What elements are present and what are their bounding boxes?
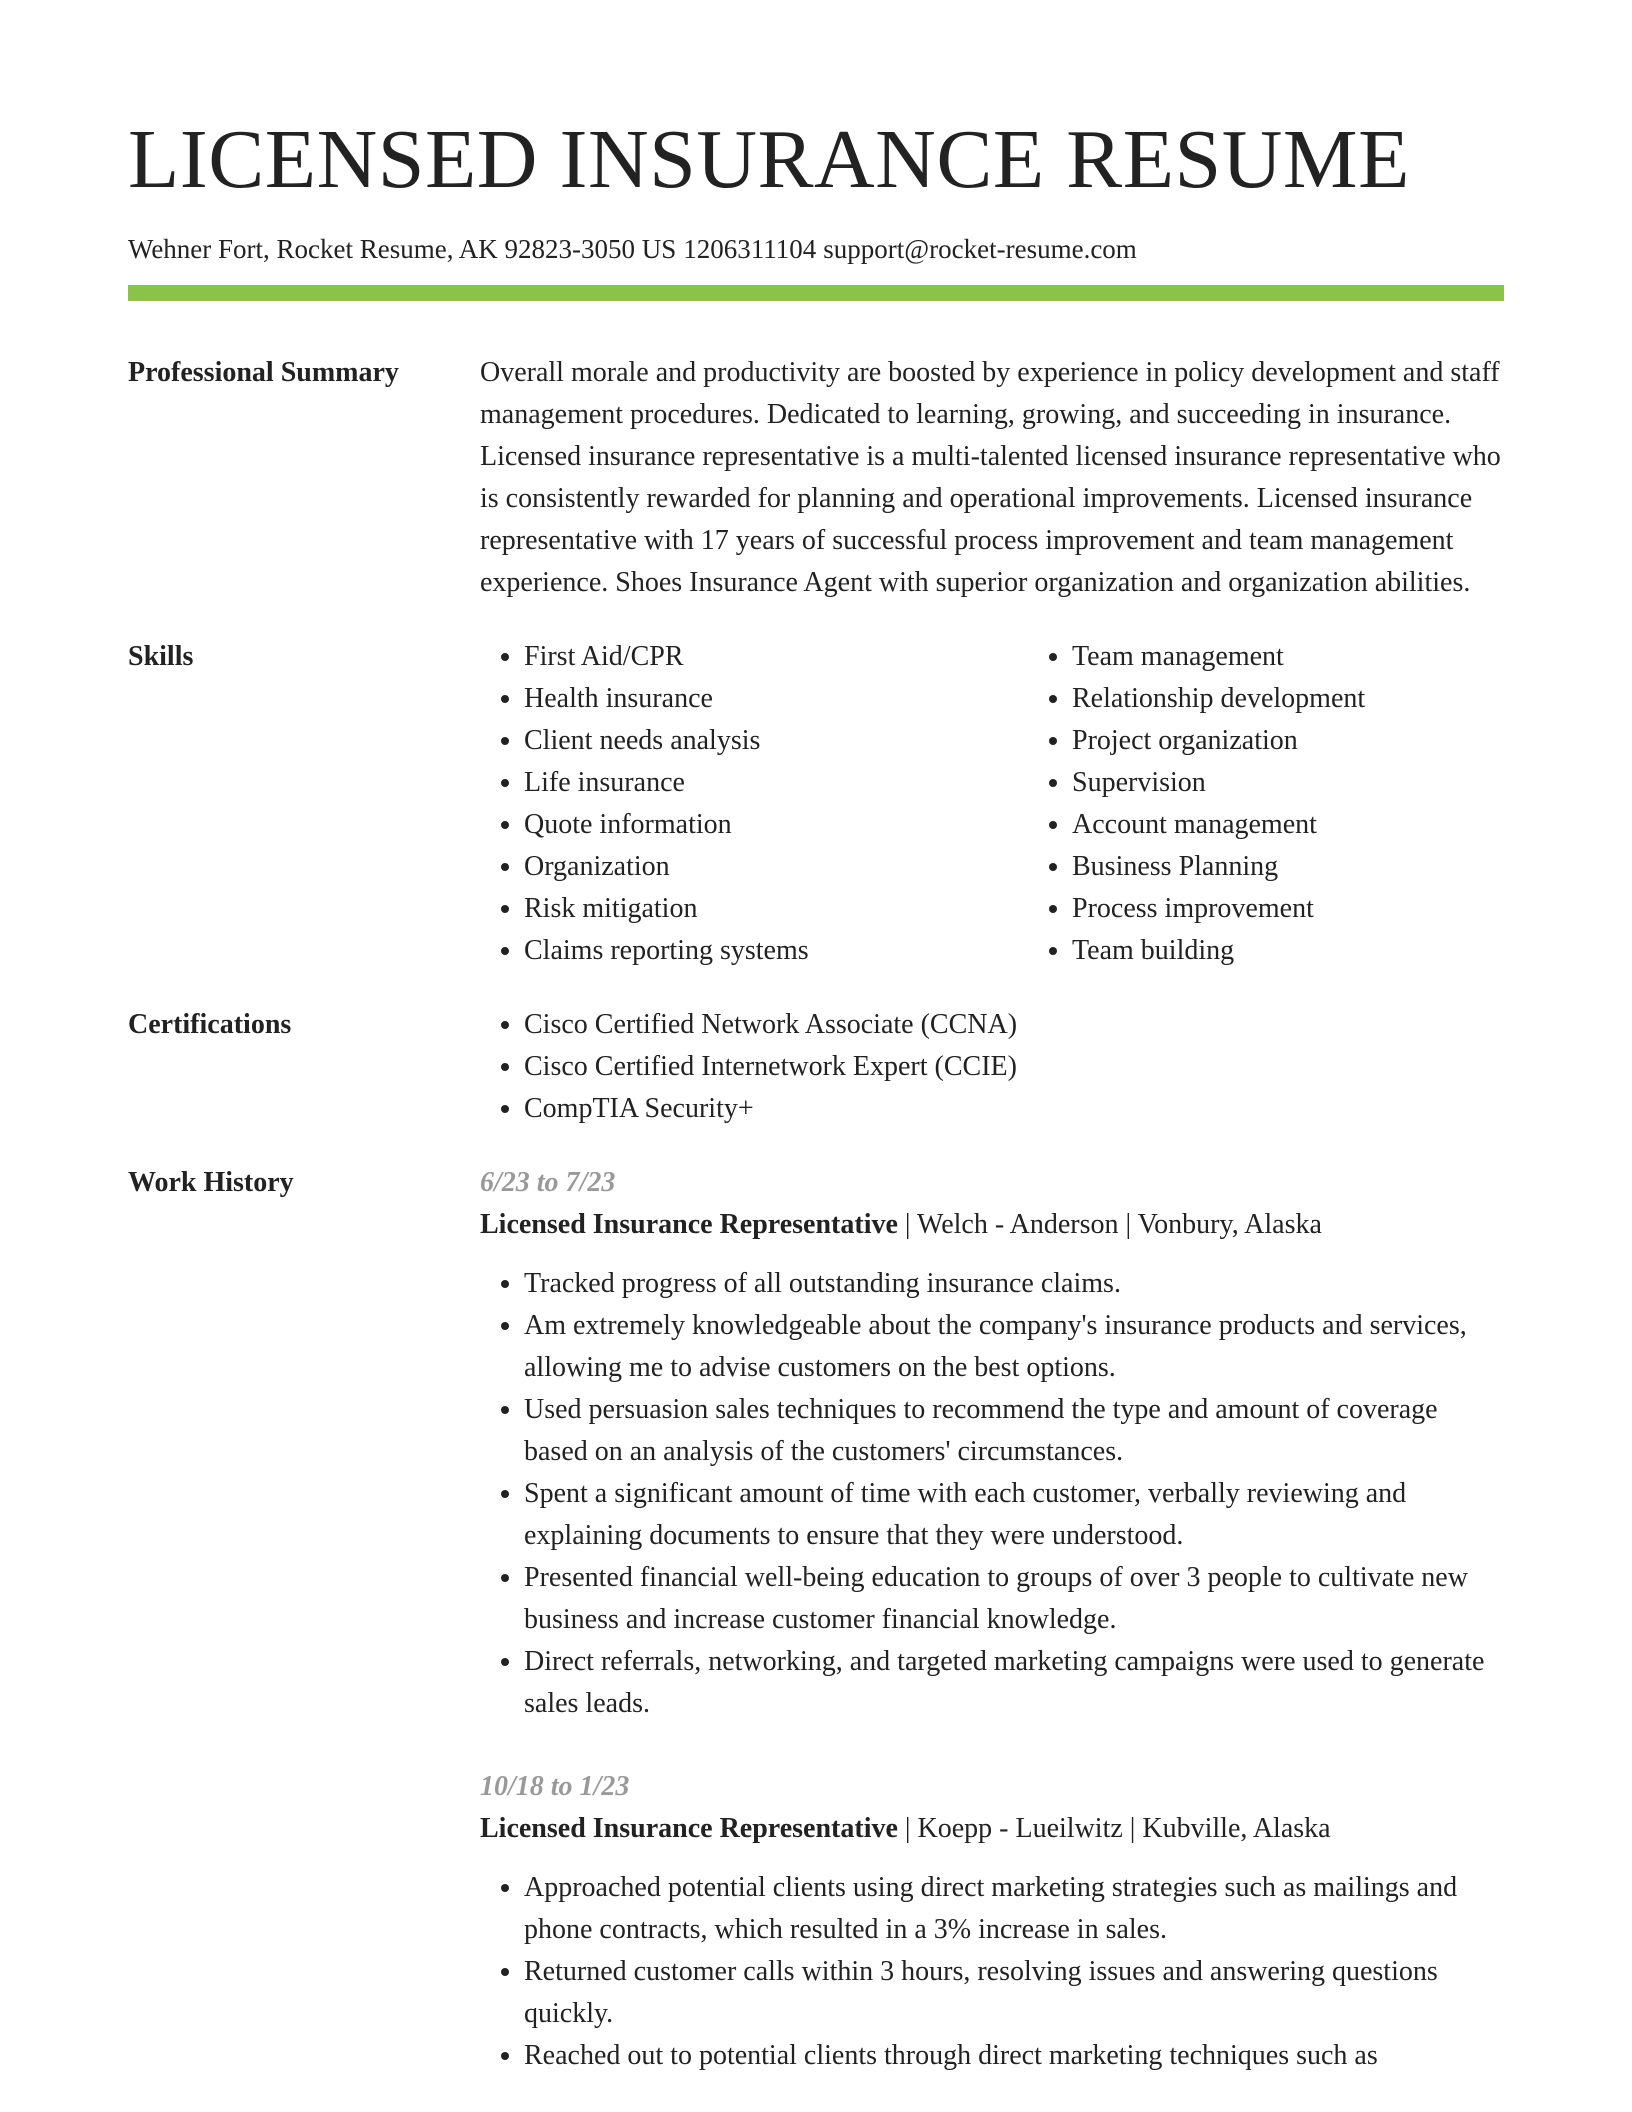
job-bullet: • Reached out to potential clients through direct marketing techniques such as xyxy=(524,2035,1504,2077)
skill-item: • Project organization xyxy=(1072,720,1576,762)
summary-section xyxy=(128,352,1504,604)
summary-heading: Professional Summary xyxy=(128,357,399,388)
skills-body xyxy=(480,636,1504,972)
job-bullet: • Tracked progress of all outstanding insurance claims. xyxy=(524,1263,1504,1305)
skills-heading: Skills xyxy=(128,641,194,672)
skill-item: • Client needs analysis xyxy=(524,720,1028,762)
skills-list-right xyxy=(1028,636,1576,972)
job-company-location: | Koepp - Lueilwitz | Kubville, Alaska xyxy=(897,1813,1331,1844)
skill-item: • Business Planning xyxy=(1072,846,1576,888)
job-bullet: • Returned customer calls within 3 hours, resolving issues and answering questions quickly. xyxy=(524,1951,1504,2035)
certifications-section xyxy=(128,1004,1504,1130)
job-bullet: • Presented financial well-being education to groups of over 3 people to cultivate new business and increase customer financial knowledge. xyxy=(524,1557,1504,1641)
job-title: Licensed Insurance Representative xyxy=(480,1813,898,1844)
contact-line xyxy=(128,232,1144,266)
contact-address: Wehner Fort, Rocket Resume, AK 92823-3050 US xyxy=(128,234,677,264)
job-bullet: • Spent a significant amount of time with each customer, verbally reviewing and explaining documents to ensure that they were understood. xyxy=(524,1473,1504,1557)
skill-item: • Account management xyxy=(1072,804,1576,846)
skill-item: • First Aid/CPR xyxy=(524,636,1028,678)
work-history-heading: Work History xyxy=(128,1167,294,1198)
skill-item: • Organization xyxy=(524,846,1028,888)
skill-item: • Risk mitigation xyxy=(524,888,1028,930)
skills-list-left xyxy=(480,636,1028,972)
certification-item: • CompTIA Security+ xyxy=(524,1088,1504,1130)
skill-item: • Health insurance xyxy=(524,678,1028,720)
work-history-body xyxy=(480,1162,1504,2077)
job-bullets xyxy=(480,1867,1504,2077)
job-entry xyxy=(480,1162,1504,1725)
job-company-location: | Welch - Anderson | Vonbury, Alaska xyxy=(897,1209,1322,1240)
job-bullet: • Direct referrals, networking, and targeted marketing campaigns were used to generate sales leads. xyxy=(524,1641,1504,1725)
skill-item: • Supervision xyxy=(1072,762,1576,804)
skills-section xyxy=(128,636,1504,972)
summary-body xyxy=(480,352,1504,604)
job-title: Licensed Insurance Representative xyxy=(480,1209,898,1240)
contact-phone: 1206311104 xyxy=(683,234,817,264)
accent-divider xyxy=(128,285,1504,301)
skill-item: • Quote information xyxy=(524,804,1028,846)
certifications-body xyxy=(480,1004,1504,1130)
job-bullet: • Approached potential clients using direct marketing strategies such as mailings and phone contracts, which resulted in a 3% increase in sales. xyxy=(524,1867,1504,1951)
job-bullets xyxy=(480,1263,1504,1725)
certifications-heading: Certifications xyxy=(128,1009,292,1040)
job-dates: 10/18 to 1/23 xyxy=(480,1771,630,1802)
resume-sections xyxy=(128,352,1504,2077)
skill-item: • Relationship development xyxy=(1072,678,1576,720)
certification-item: • Cisco Certified Network Associate (CCNA) xyxy=(524,1004,1504,1046)
summary-text: Overall morale and productivity are boosted by experience in policy development and staff management procedures. Dedicated to learning, growing, and succeeding in insurance. Licensed insurance representative is a multi-talented licensed insurance representative who is consistently rewarded for planning and operational improvements. Licensed insurance representative with 17 years of successful process improvement and team management experience. Shoes Insurance Agent with superior organization and organization abilities. xyxy=(480,357,1501,598)
job-dates: 6/23 to 7/23 xyxy=(480,1167,616,1198)
job-bullet: • Am extremely knowledgeable about the company's insurance products and services, allowing me to advise customers on the best options. xyxy=(524,1305,1504,1389)
resume-title: LICENSED INSURANCE RESUME xyxy=(128,113,1410,206)
work-history-section xyxy=(128,1162,1504,2077)
job-entry xyxy=(480,1766,1504,2077)
skill-item: • Claims reporting systems xyxy=(524,930,1028,972)
job-heading-line xyxy=(480,1204,1504,1246)
certification-item: • Cisco Certified Internetwork Expert (CCIE) xyxy=(524,1046,1504,1088)
job-bullet: • Used persuasion sales techniques to recommend the type and amount of coverage based on an analysis of the customers' circumstances. xyxy=(524,1389,1504,1473)
skill-item: • Team building xyxy=(1072,930,1576,972)
contact-email: support@rocket-resume.com xyxy=(823,234,1137,264)
skill-item: • Life insurance xyxy=(524,762,1028,804)
job-heading-line xyxy=(480,1808,1504,1850)
skill-item: • Team management xyxy=(1072,636,1576,678)
skill-item: • Process improvement xyxy=(1072,888,1576,930)
certifications-list xyxy=(480,1004,1504,1130)
